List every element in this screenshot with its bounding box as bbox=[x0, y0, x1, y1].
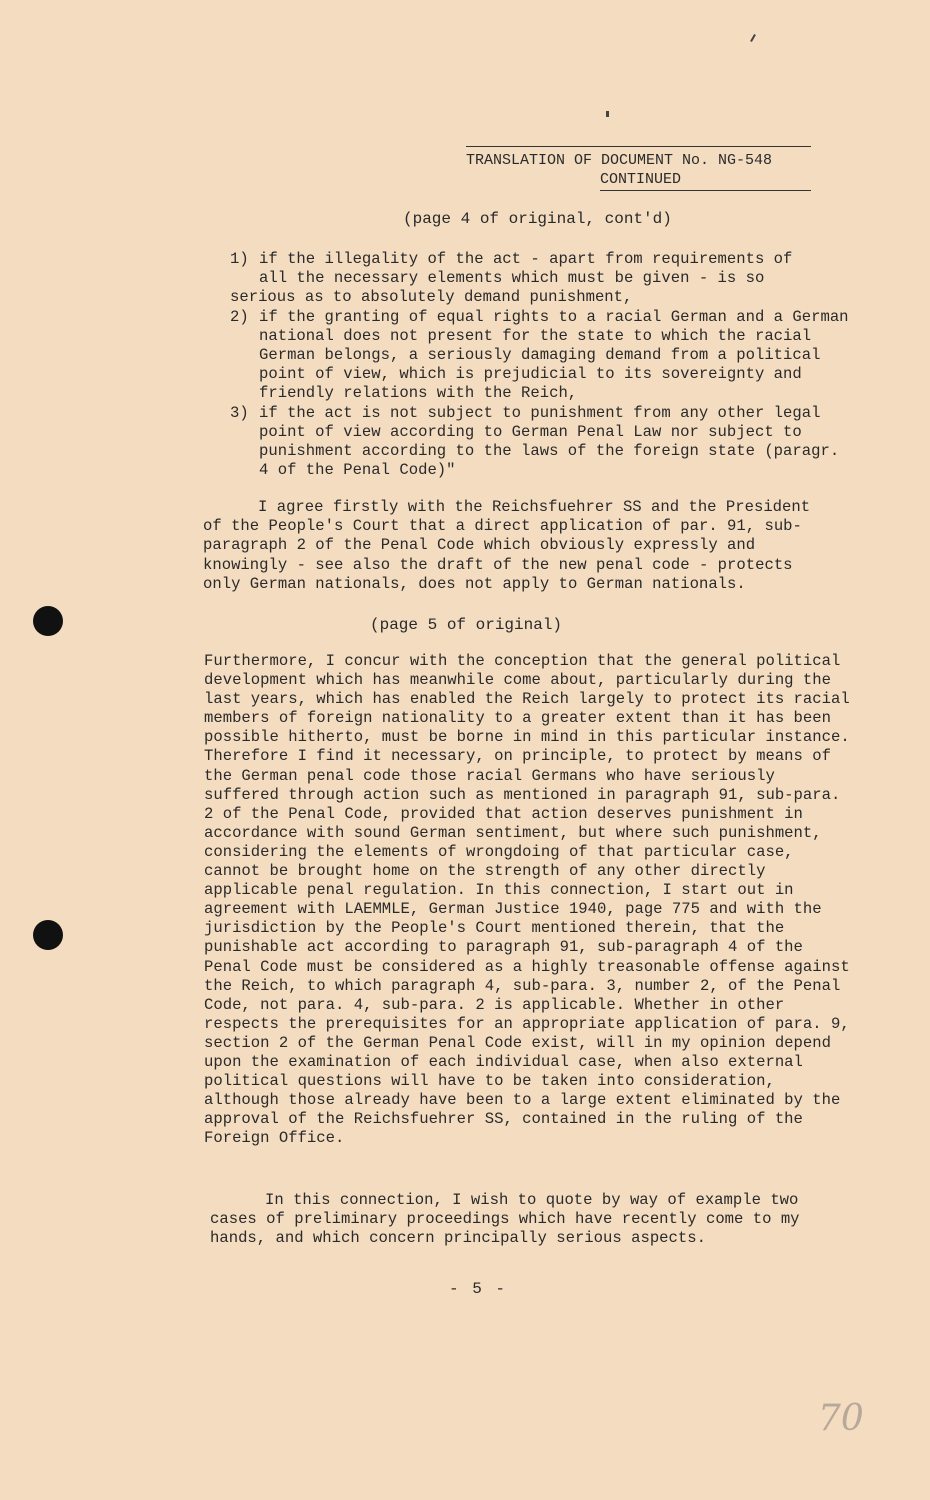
paragraph-text: Furthermore, I concur with the conception that the general political development which has meanwhile come about, particularly during the last years, which has enabled the Reich largely to protect its racial members of foreign nationality to a greater extent than it has been possible hitherto, must be borne in mind in this particular instance. Therefore I find it necessary, on principle, to protect by means of the German penal code those racial Germans who have seriously suffered through action such as mentioned in paragraph 91, sub-para. 2 of the Penal Code, provided that action deserves punishment in accordance with sound German sentiment, but where such punishment, considering the elements of wrongdoing of that particular case, cannot be brought home on the strength of any other directly applicable penal regulation. In this connection, I start out in agreement with LAEMMLE, German Justice 1940, page 775 and with the jurisdiction by the People's Court mentioned therein, that the punishable act according to paragraph 91, sub-paragraph 4 of the Penal Code must be considered as a highly treasonable offense against the Reich, to which paragraph 4, sub-para. 3, number 2, of the Penal Code, not para. 4, sub-para. 2 is applicable. Whether in other respects the prerequisites for an appropriate application of para. 9, section 2 of the German Penal Code exist, will in my opinion depend upon the examination of each individual case, when also external political questions will have to be taken into consideration, although those already have been to a large extent eliminated by the approval of the Reichsfuehrer SS, contained in the ruling of the Foreign Office. bbox=[204, 652, 850, 1148]
item-text: serious as to absolutely demand punishment, bbox=[230, 288, 633, 307]
paragraph-text: In this connection, I wish to quote by way of example two cases of preliminary proceedings which have recently come to my hands, and which concern principally serious aspects. bbox=[210, 1191, 800, 1248]
pen-mark bbox=[750, 34, 756, 42]
page-note-5: (page 5 of original) bbox=[370, 616, 563, 634]
pen-mark bbox=[606, 111, 609, 117]
punch-hole bbox=[33, 920, 63, 950]
paragraph-text: I agree firstly with the Reichsfuehrer SS and the President of the People's Court that a direct application of par. 91, sub-paragraph 2 of the Penal Code which obviously expressly and knowingly - see also the draft of the new penal code - protects only German nationals, does not apply to German nationals. bbox=[203, 498, 811, 593]
item-text: if the act is not subject to punishment from any other legal point of view according to German Penal Law nor subject to punishment according to the laws of the foreign state (paragr. 4 of the Penal Code)" bbox=[259, 403, 840, 480]
page-number: - 5 - bbox=[449, 1280, 508, 1298]
item-text: if the illegality of the act - apart from requirements of bbox=[259, 250, 793, 268]
conditions-list bbox=[230, 250, 870, 480]
item-number: 3) bbox=[230, 403, 249, 422]
condition-item bbox=[230, 404, 870, 481]
item-text: if the granting of equal rights to a racial German and a German national does not present for the state to which the racial German belongs, a seriously damaging demand from a political point of view, which is prejudicial to its sovereignty and friendly relations with the Reich, bbox=[259, 307, 849, 403]
item-number: 2) bbox=[230, 307, 249, 326]
paragraph-connection bbox=[210, 1191, 810, 1249]
page-note-4: (page 4 of original, cont'd) bbox=[403, 210, 672, 228]
paragraph-agree bbox=[203, 498, 823, 594]
header-continued: CONTINUED bbox=[600, 171, 682, 188]
header-continued-wrap bbox=[600, 170, 811, 191]
item-number: 1) bbox=[230, 250, 249, 268]
punch-hole bbox=[33, 606, 63, 636]
item-lines bbox=[259, 250, 870, 288]
condition-item bbox=[230, 250, 870, 288]
handwritten-number: 70 bbox=[818, 1398, 864, 1439]
header-title: TRANSLATION OF DOCUMENT No. NG-548 bbox=[466, 152, 773, 169]
document-header bbox=[466, 146, 811, 191]
condition-item bbox=[230, 308, 870, 404]
paragraph-furthermore bbox=[204, 652, 850, 1148]
item-text: all the necessary elements which must be given - is so bbox=[259, 269, 765, 288]
